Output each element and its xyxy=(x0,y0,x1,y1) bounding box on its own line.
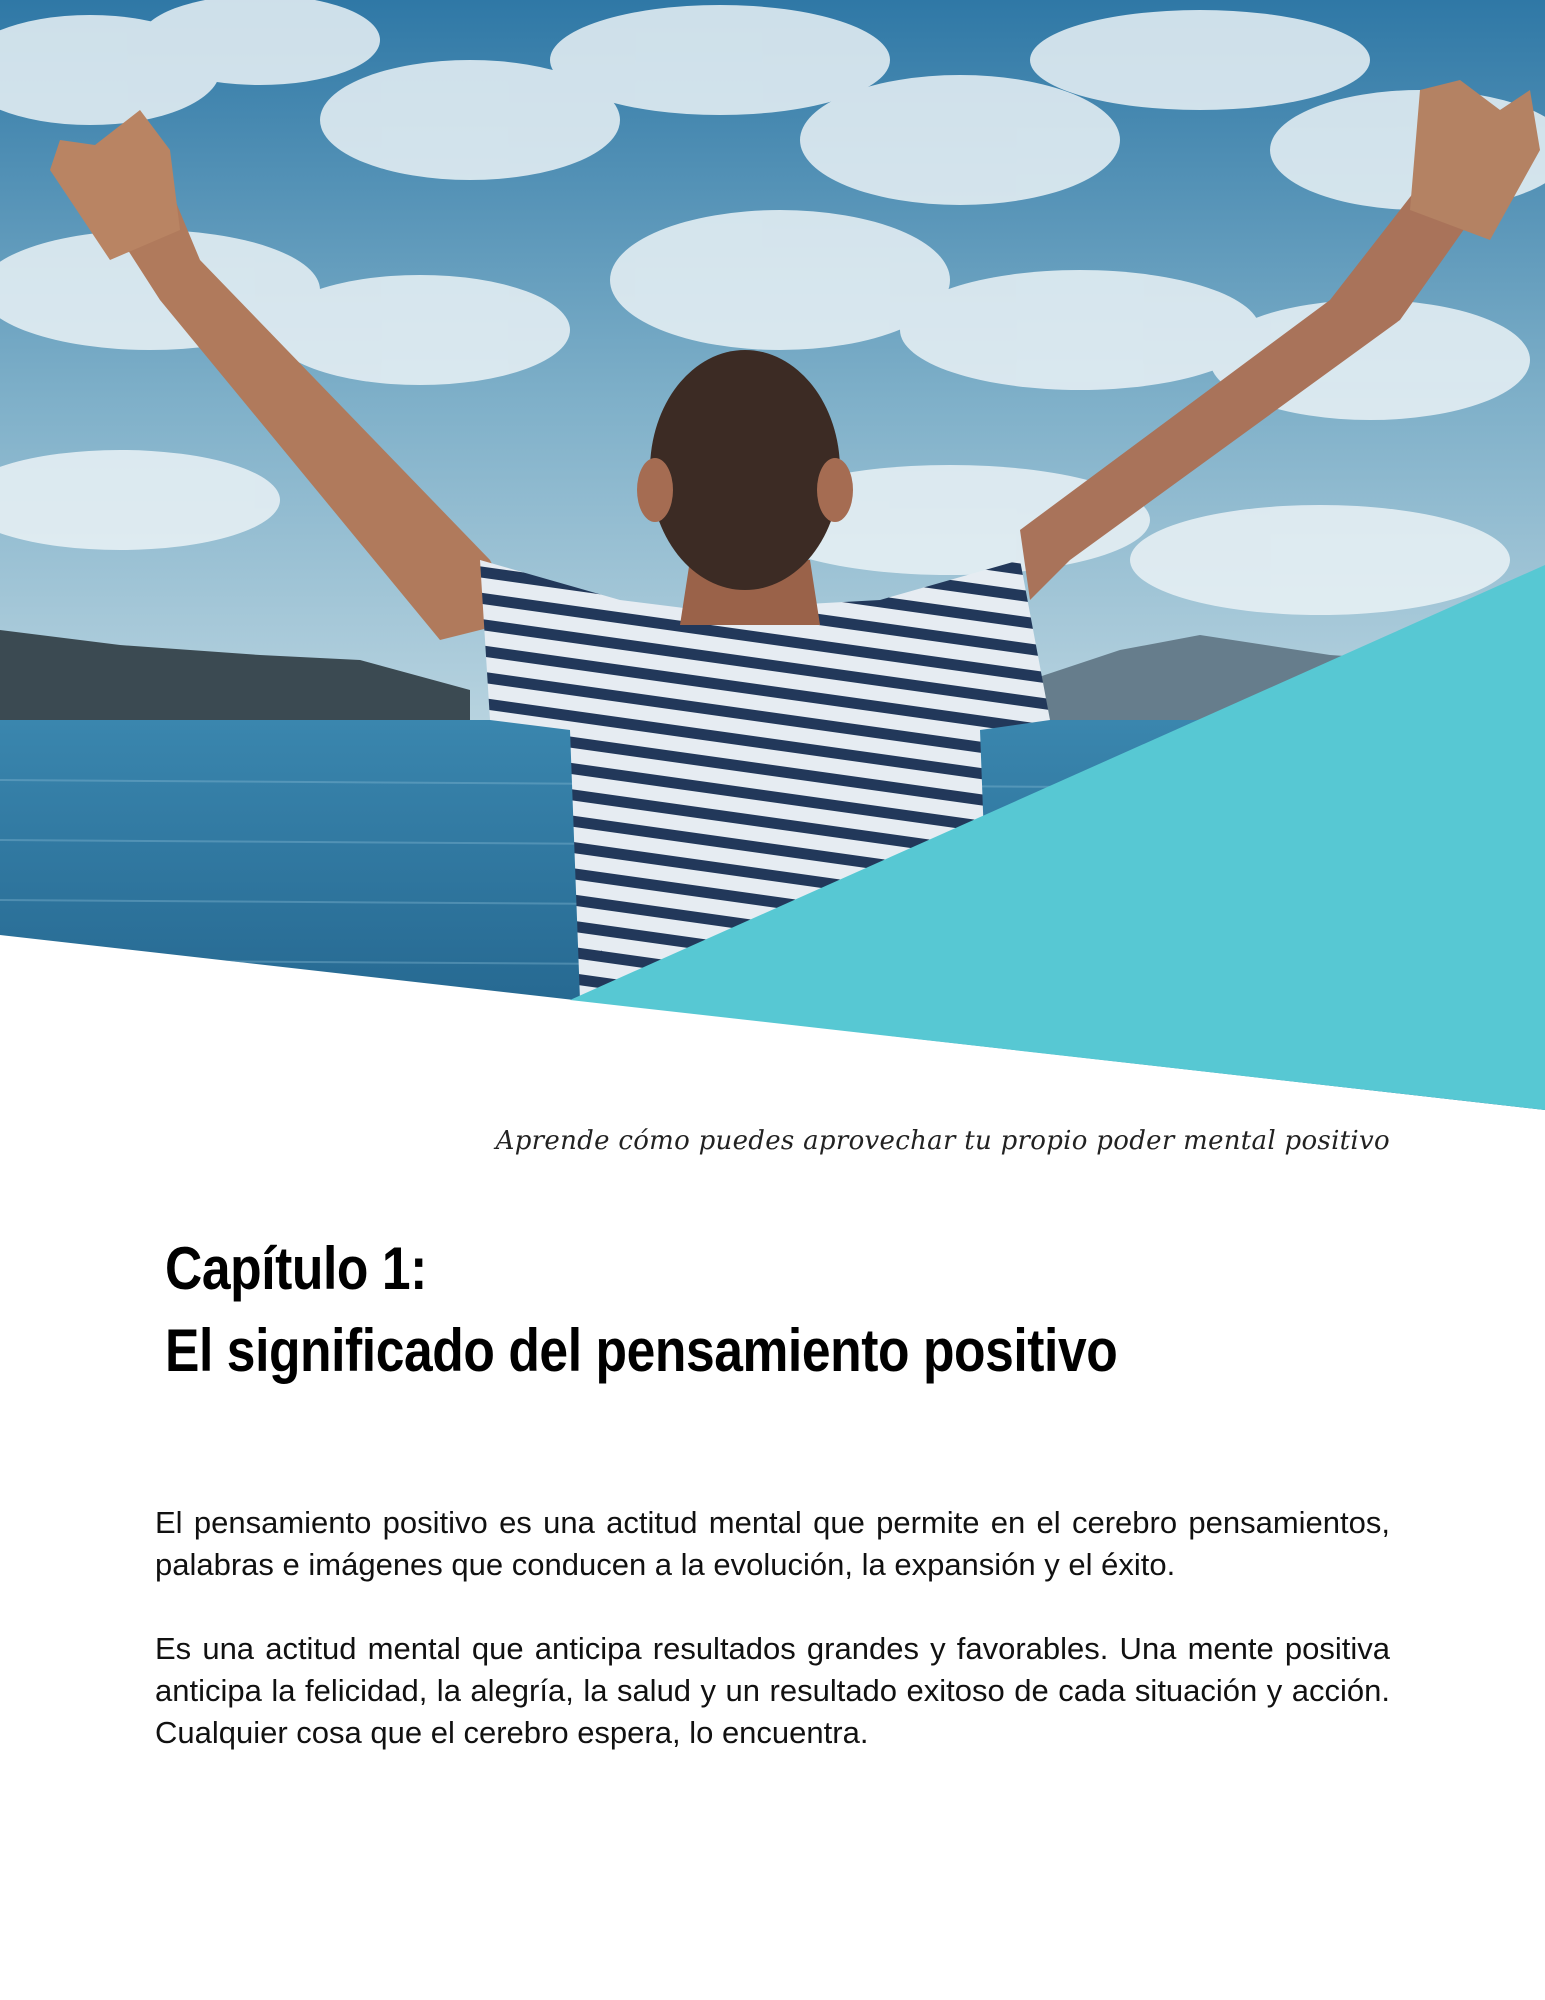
chapter-title xyxy=(165,1228,1117,1392)
paragraph: El pensamiento positivo es una actitud mental que permite en el cerebro pensamientos, palabras e imágenes que conducen a la evolución, la expansión y el éxito. xyxy=(155,1505,1390,1582)
chapter-number: Capítulo 1: xyxy=(165,1235,427,1302)
tagline: Aprende cómo puedes aprovechar tu propio poder mental positivo xyxy=(495,1126,1390,1156)
chapter-heading: El significado del pensamiento positivo xyxy=(165,1317,1118,1384)
paragraph: Es una actitud mental que anticipa resultados grandes y favorables. Una mente positiva anticipa la felicidad, la alegría, la salud y un resultado exitoso de cada situación y acción. Cualquier cosa que el cerebro espera, lo encuentra. xyxy=(155,1631,1390,1750)
body-text xyxy=(155,1502,1390,1796)
